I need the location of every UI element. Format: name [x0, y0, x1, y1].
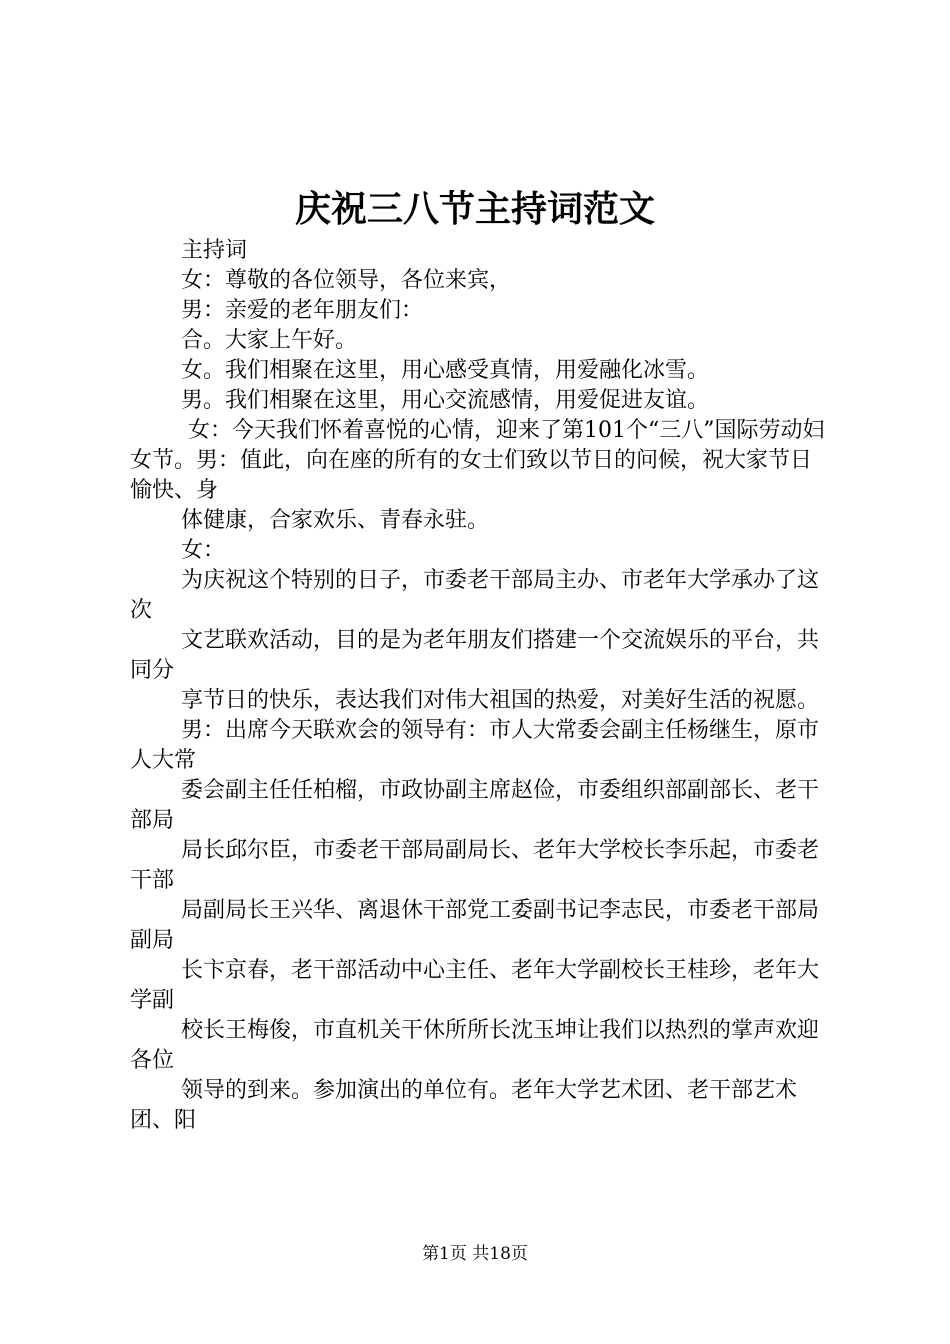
body-paragraph: 委会副主任任柏榴，市政协副主席赵俭，市委组织部副部长、老干部局: [130, 778, 820, 833]
page-footer: 第1页 共18页: [422, 1244, 528, 1264]
body-paragraph: 领导的到来。参加演出的单位有。老年大学艺术团、老干部艺术团、阳: [130, 1078, 798, 1133]
body-paragraph: 局副局长王兴华、离退休干部党工委副书记李志民，市委老干部局副局: [130, 898, 820, 953]
body-paragraph: 主持词: [181, 238, 248, 263]
document-title: 庆祝三八节主持词范文: [294, 188, 655, 230]
body-paragraph: 男。我们相聚在这里，用心交流感情，用爱促进友谊。: [181, 388, 710, 413]
body-paragraph: 局长邱尔臣，市委老干部局副局长、老年大学校长李乐起，市委老干部: [130, 838, 820, 893]
body-paragraph: 女。我们相聚在这里，用心感受真情，用爱融化冰雪。: [181, 358, 710, 383]
body-paragraph: 享节日的快乐，表达我们对伟大祖国的热爱，对美好生活的祝愿。: [181, 688, 820, 713]
body-paragraph: 合。大家上午好。: [181, 328, 358, 353]
body-paragraph: 长卞京春，老干部活动中心主任、老年大学副校长王桂珍，老年大学副: [130, 958, 820, 1013]
body-paragraph: 女：今天我们怀着喜悦的心情，迎来了第101个“三八”国际劳动妇女节。男：值此，向在座的所有的女士们致以节日的问候，祝大家节日愉快、身: [130, 418, 825, 503]
document-body: [130, 236, 830, 1136]
body-paragraph: 女：: [181, 538, 226, 563]
body-paragraph: 女：尊敬的各位领导，各位来宾，: [181, 268, 512, 293]
body-paragraph: 男：出席今天联欢会的领导有：市人大常委会副主任杨继生，原市人大常: [130, 718, 820, 773]
body-paragraph: 体健康，合家欢乐、青春永驻。: [181, 508, 490, 533]
body-paragraph: 校长王梅俊，市直机关干休所所长沈玉坤让我们以热烈的掌声欢迎各位: [130, 1018, 820, 1073]
body-paragraph: 为庆祝这个特别的日子，市委老干部局主办、市老年大学承办了这次: [130, 568, 820, 623]
body-paragraph: 文艺联欢活动，目的是为老年朋友们搭建一个交流娱乐的平台，共同分: [130, 628, 820, 683]
body-paragraph: 男：亲爱的老年朋友们：: [181, 298, 424, 323]
